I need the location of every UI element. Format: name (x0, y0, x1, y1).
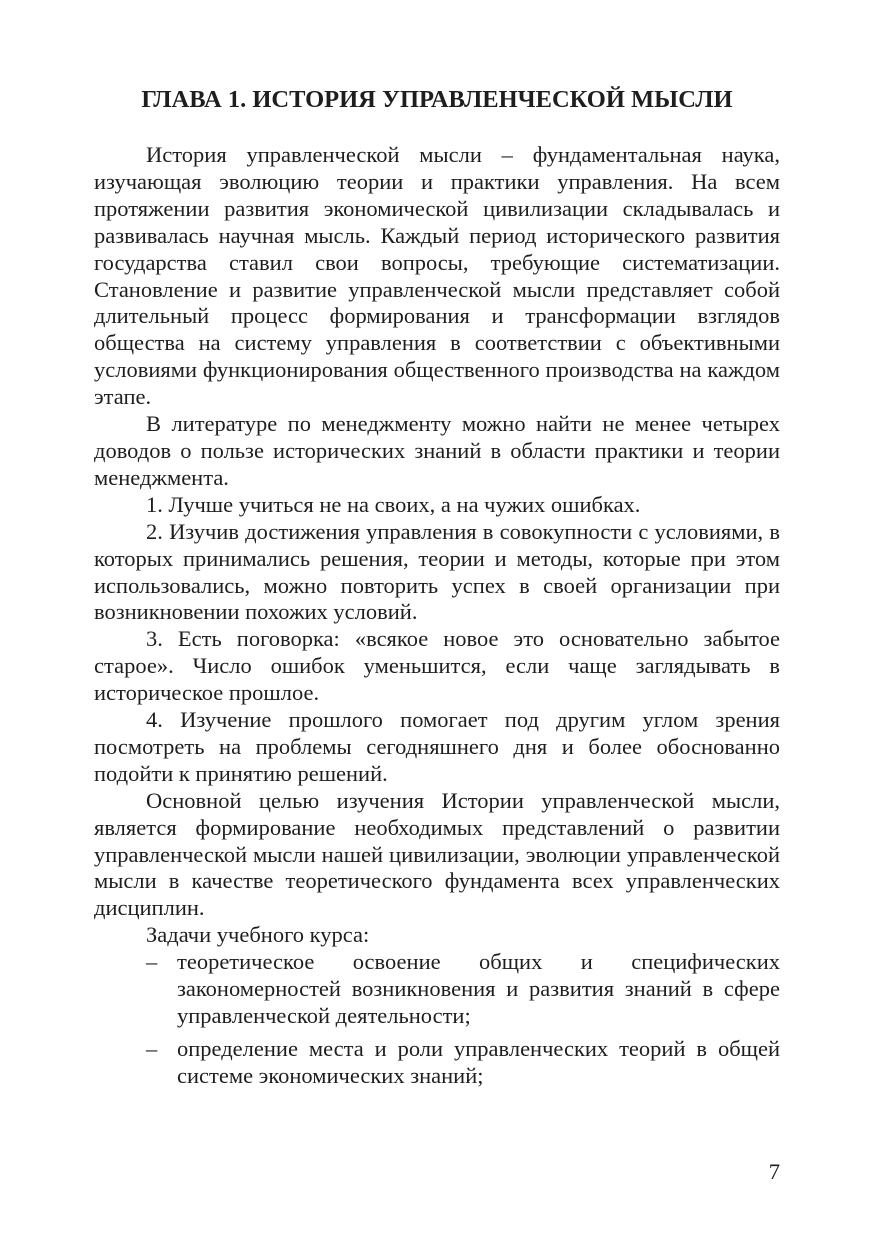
page-number: 7 (768, 1159, 780, 1184)
argument-item-3: 3. Есть поговорка: «всякое новое это основательно забытое старое». Число ошибок уменьшится, если чаще заглядывать в историческое прошлое. (94, 626, 780, 706)
chapter-title: ГЛАВА 1. ИСТОРИЯ УПРАВЛЕНЧЕСКОЙ МЫСЛИ (141, 86, 733, 113)
paragraph-intro: История управленческой мысли – фундаментальная наука, изучающая эволюцию теории и практики управления. На всем протяжении развития экономической цивилизации складывалась и развивалась научная мысль. Каждый период исторического развития государства ставил свои вопросы, требующие систематизации. Становление и развитие управленческой мысли представляет собой длительный процесс формирования и трансформации взглядов общества на систему управления в соответствии с объективными условиями функционирования общественного производства на каждом этапе. (94, 142, 780, 410)
paragraph-goal: Основной целью изучения Истории управленческой мысли, является формирование необходимых представлений о развитии управленческой мысли нашей цивилизации, эволюции управленческой мысли в качестве теоретического фундамента всех управленческих дисциплин. (94, 787, 780, 921)
paragraph-arguments-intro: В литературе по менеджменту можно найти не менее четырех доводов о пользе исторических знаний в области практики и теории менеджмента. (94, 411, 780, 490)
dash-bullet: – (146, 949, 158, 975)
list-item-text: теоретическое освоение общих и специфических закономерностей возникновения и развития знаний в сфере управленческой деятельности; (177, 949, 780, 1028)
argument-item-2: 2. Изучив достижения управления в совокупности с условиями, в которых принимались решения, теории и методы, которые при этом использовались, можно повторить успех в своей организации при возникновении похожих условий. (94, 518, 780, 625)
paragraph-tasks-heading: Задачи учебного курса: (146, 922, 370, 948)
list-item (94, 949, 780, 1030)
argument-item-1: 1. Лучше учиться не на своих, а на чужих ошибках. (146, 491, 641, 517)
list-item (94, 1036, 780, 1090)
argument-item-4: 4. Изучение прошлого помогает под другим углом зрения посмотреть на проблемы сегодняшнего дня и более обоснованно подойти к принятию решений. (94, 707, 780, 786)
body-text (94, 142, 780, 1096)
course-tasks-list (94, 949, 780, 1090)
list-item-text: определение места и роли управленческих теорий в общей системе экономических знаний; (177, 1035, 780, 1088)
dash-bullet: – (146, 1035, 158, 1061)
